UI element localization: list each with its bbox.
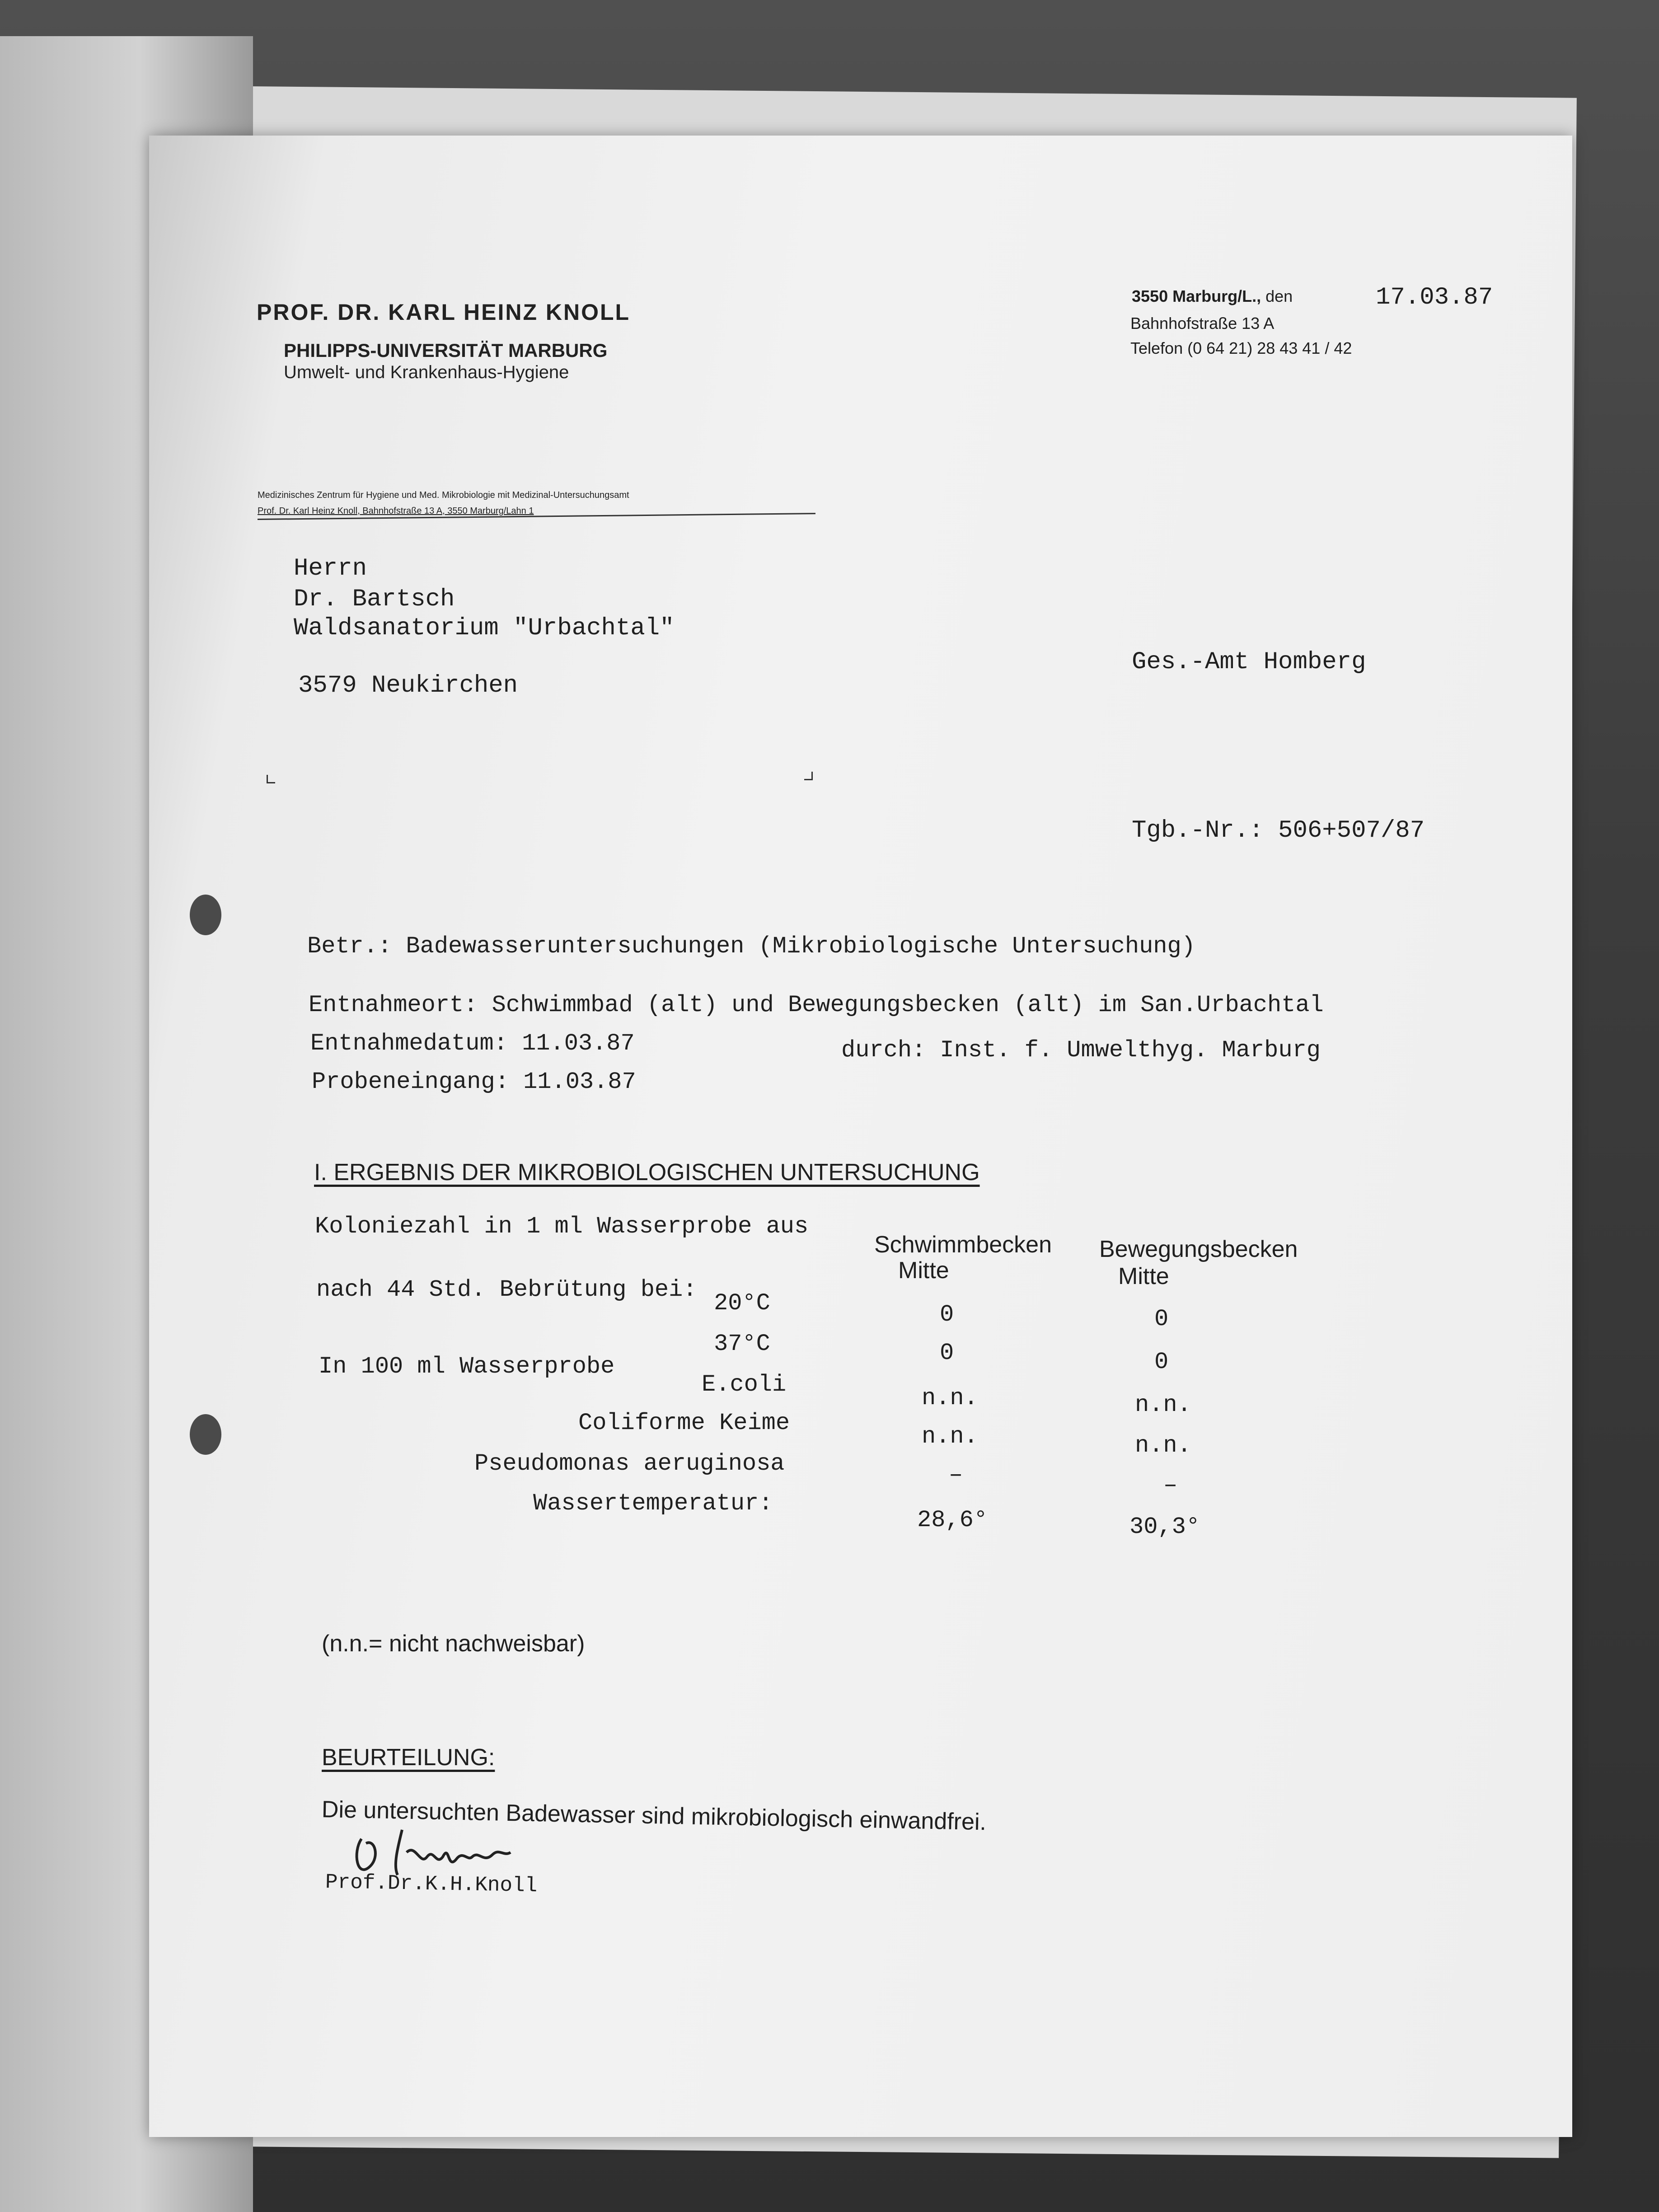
letterhead-university: PHILIPPS-UNIVERSITÄT MARBURG <box>284 340 608 361</box>
copy-to: Ges.-Amt Homberg <box>1132 648 1366 676</box>
sender-city: 3550 Marburg/L., den <box>1132 287 1293 305</box>
letter-date: 17.03.87 <box>1376 284 1493 311</box>
col2-sub: Mitte <box>1118 1263 1169 1289</box>
row-label-coliforme: Coliforme Keime <box>578 1410 790 1436</box>
punch-hole-bottom <box>190 1414 221 1455</box>
subject-probeneingang: Probeneingang: 11.03.87 <box>312 1069 636 1095</box>
row-label-pseudomonas: Pseudomonas aeruginosa <box>474 1450 785 1477</box>
row-20c-col2: 0 <box>1154 1306 1169 1332</box>
row-label-20c: 20°C <box>714 1290 770 1317</box>
row-pseudomonas-col1: – <box>949 1462 963 1488</box>
results-intro1: Koloniezahl in 1 ml Wasserprobe aus <box>315 1213 809 1240</box>
recipient-line2: Dr. Bartsch <box>294 586 455 613</box>
row-label-wassertemperatur: Wassertemperatur: <box>533 1490 773 1517</box>
sender-street: Bahnhofstraße 13 A <box>1130 314 1275 333</box>
letterhead-name: PROF. DR. KARL HEINZ KNOLL <box>257 300 631 325</box>
row-37c-col1: 0 <box>940 1340 954 1366</box>
recipient-line4: 3579 Neukirchen <box>298 672 518 699</box>
subject-durch: durch: Inst. f. Umwelthyg. Marburg <box>841 1037 1321 1064</box>
col2-head: Bewegungsbecken <box>1099 1236 1298 1262</box>
signature-name: Prof.Dr.K.H.Knoll <box>325 1870 538 1898</box>
results-intro2: nach 44 Std. Bebrütung bei: <box>316 1276 697 1303</box>
row-temp-col2: 30,3° <box>1129 1514 1200 1540</box>
subject-entnahmeort: Entnahmeort: Schwimmbad (alt) und Bewegungsbecken (alt) im San.Urbachtal <box>309 992 1324 1018</box>
punch-hole-top <box>190 895 221 935</box>
row-temp-col1: 28,6° <box>917 1507 988 1533</box>
assessment-text: Die untersuchten Badewasser sind mikrobiologisch einwandfrei. <box>321 1796 987 1836</box>
col1-sub: Mitte <box>898 1257 949 1284</box>
row-pseudomonas-col2: – <box>1163 1472 1178 1499</box>
row-37c-col2: 0 <box>1154 1349 1169 1375</box>
section-title: I. ERGEBNIS DER MIKROBIOLOGISCHEN UNTERSUCHUNG <box>314 1159 980 1186</box>
return-address-line2: Prof. Dr. Karl Heinz Knoll, Bahnhofstraße 13 A, 3550 Marburg/Lahn 1 <box>258 506 534 516</box>
window-corner-left <box>267 775 275 783</box>
footnote: (n.n.= nicht nachweisbar) <box>322 1631 585 1657</box>
results-in100: In 100 ml Wasserprobe <box>319 1353 615 1380</box>
subject-betr: Betr.: Badewasseruntersuchungen (Mikrobiologische Untersuchung) <box>307 933 1195 960</box>
reference-number: Tgb.-Nr.: 506+507/87 <box>1132 817 1425 844</box>
window-corner-right <box>804 772 813 780</box>
assessment-title: BEURTEILUNG: <box>322 1744 495 1771</box>
row-coliforme-col1: n.n. <box>922 1423 978 1450</box>
letterhead-department: Umwelt- und Krankenhaus-Hygiene <box>284 362 569 382</box>
row-coliforme-col2: n.n. <box>1135 1432 1191 1459</box>
row-20c-col1: 0 <box>940 1301 954 1328</box>
subject-entnahmedatum: Entnahmedatum: 11.03.87 <box>310 1030 635 1057</box>
return-address-line1: Medizinisches Zentrum für Hygiene und Med. Mikrobiologie mit Medizinal-Untersuchungsamt <box>258 490 629 500</box>
recipient-line1: Herrn <box>294 555 367 582</box>
recipient-line3: Waldsanatorium "Urbachtal" <box>294 614 675 642</box>
row-label-ecoli: E.coli <box>702 1371 787 1398</box>
row-label-37c: 37°C <box>714 1331 770 1357</box>
row-ecoli-col1: n.n. <box>922 1385 978 1411</box>
row-ecoli-col2: n.n. <box>1135 1392 1191 1418</box>
col1-head: Schwimmbecken <box>874 1232 1052 1258</box>
sender-phone: Telefon (0 64 21) 28 43 41 / 42 <box>1130 339 1352 357</box>
